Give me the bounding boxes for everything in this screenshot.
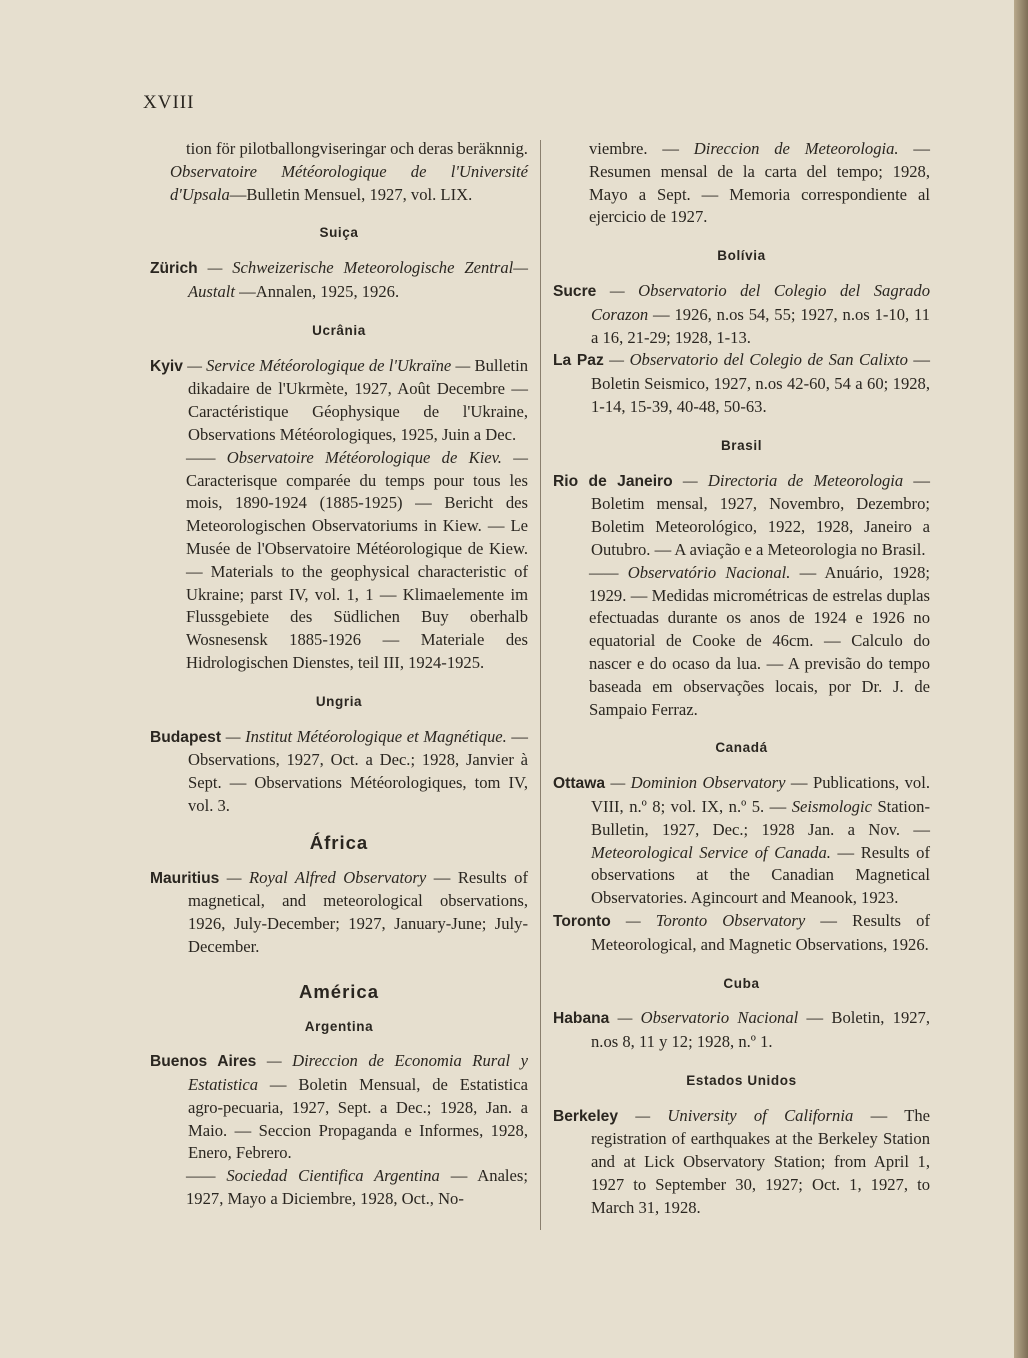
- section-heading-suica: Suiça: [319, 225, 359, 241]
- section-heading-argentina: Argentina: [304, 1018, 374, 1034]
- section-heading-cuba: Cuba: [723, 975, 760, 991]
- entry-mauritius: Mauritius — Royal Alfred Observatory — Results of magnetical, and meteorological observations, 1926, July-December; 1927, January-June; July-December.: [150, 867, 528, 956]
- entry-sociedad-cientifica: —— Sociedad Cientifica Argentina — Anales; 1927, Mayo a Diciembre, 1928, Oct., No-: [186, 1166, 528, 1209]
- page-edge-shadow: [1014, 0, 1028, 1358]
- section-heading-africa: África: [309, 831, 369, 853]
- section-heading-canada: Canadá: [715, 740, 768, 756]
- entry-upsala: Observatoire Météorologique de l'Université d'Upsala—Bulletin Mensuel, 1927, vol. LIX.: [170, 161, 528, 204]
- entry-kyiv: Kyiv — Service Météorologique de l'Ukraïne — Bulletin dikadaire de l'Ukrmète, 1927, Août Decembre — Caractéristique Géophysique de l'Ukraine, Observations Météorologiques, 1925, Juin a Dec.: [150, 355, 528, 444]
- section-heading-bolivia: Bolívia: [717, 248, 766, 264]
- entry-ottawa: Ottawa — Dominion Observatory — Publications, vol. VIII, n.º 8; vol. IX, n.º 5. — Seismologic Station-Bulletin, 1927, Dec.; 1928 Jan. a Nov. — Meteorological Service of Canada. — Results of observations at the Canadian Magnetical Observatories. Agincourt and Meanook, 1923.: [553, 773, 930, 908]
- entry-kyiv-observatoire: —— Observatoire Météorologique de Kiev. — Caracterisque comparée du temps pour tous les mois, 1890-1924 (1885-1925) — Bericht des Meteorologischen Observatoriums in Kiew. — Le Musée de l'Observatoire Météorologique de Kiew. — Materials to the geophysical characteristic of Ukraine; parst IV, vol. 1, 1 — Klimaelemente im Flussgebiete des Südlichen Buy oberhalb Wosnesensk 1885-1926 — Materiale des Hidrologischen Dienstes, teil III, 1924-1925.: [186, 447, 528, 672]
- entry-habana: Habana — Observatorio Nacional — Boletin, 1927, n.os 8, 11 y 12; 1928, n.º 1.: [553, 1008, 930, 1052]
- entry-observatorio-nacional: —— Observatório Nacional. — Anuário, 1928; 1929. — Medidas micrométricas de estrelas duplas efectuadas durante os anos de 1924 e 1926 no equatorial de Cooke de 46cm. — Calculo do nascer e do ocaso da lua. — A previsão do tempo baseada em observações locais, por Dr. J. de Sampaio Ferraz.: [589, 562, 930, 719]
- section-heading-brasil: Brasil: [720, 437, 763, 453]
- entry-buenos-aires: Buenos Aires — Direccion de Economia Rural y Estatistica — Boletin Mensual, de Estatistica agro-pecuaria, 1927, Sept. a Dec.; 1928, Jan. a Maio. — Seccion Propaganda e Informes, 1928, Enero, Febrero.: [150, 1051, 528, 1163]
- entry-zurich: Zürich — Schweizerische Meteorologische Zentral—Austalt —Annalen, 1925, 1926.: [150, 258, 528, 301]
- entry-berkeley: Berkeley — University of California — The registration of earthquakes at the Berkeley Station and at Lick Observatory Station; from April 1, 1927 to September 30, 1927; Oct. 1, 1927, to March 31, 1928.: [553, 1105, 931, 1217]
- right-column: [553, 138, 930, 1220]
- page-number: XVIII: [143, 92, 195, 113]
- section-heading-ucrania: Ucrânia: [312, 322, 366, 338]
- entry-budapest: Budapest — Institut Météorologique et Magnétique. — Observations, 1927, Oct. a Dec.; 1928, Janvier à Sept. — Observations Météorologiques, tom IV, vol. 3.: [150, 726, 528, 815]
- section-heading-estados-unidos: Estados Unidos: [686, 1072, 797, 1088]
- section-heading-ungria: Ungria: [315, 693, 363, 709]
- entry-la-paz: La Paz — Observatorio del Colegio de San Calixto — Boletin Seismico, 1927, n.os 42-60, 54 a 60; 1928, 1-14, 15-39, 40-48, 50-63.: [553, 350, 931, 416]
- column-divider: [540, 140, 541, 1230]
- section-heading-america: América: [298, 980, 379, 1002]
- left-column: [150, 138, 528, 1211]
- continued-paragraph: tion för pilotballongviseringar och deras beräknnig.: [186, 139, 528, 158]
- entry-rio-de-janeiro: Rio de Janeiro — Directoria de Meteorologia — Boletim mensal, 1927, Novembro, Dezembro; Boletim Meteorológico, 1922, 1928, Janeiro a Outubro. — A aviação e a Meteorologia no Brasil.: [553, 470, 930, 559]
- entry-toronto: Toronto — Toronto Observatory — Results of Meteorological, and Magnetic Observations, 1926.: [553, 910, 930, 954]
- continued-paragraph: viembre. — Direccion de Meteorologia. — Resumen mensal de la carta del tempo; 1928, Mayo a Sept. — Memoria correspondiente al ejercicio de 1927.: [589, 139, 930, 227]
- entry-sucre: Sucre — Observatorio del Colegio del Sagrado Corazon — 1926, n.os 54, 55; 1927, n.os 1-10, 11 a 16, 21-29; 1928, 1-13.: [553, 280, 930, 347]
